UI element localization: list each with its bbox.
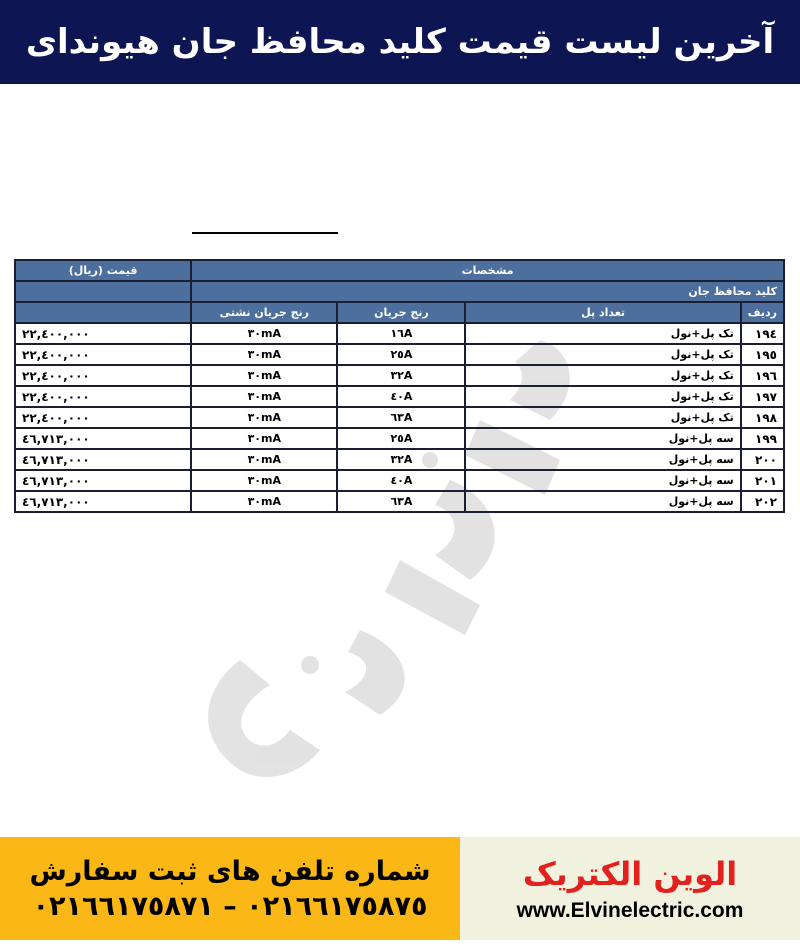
category-row <box>15 281 784 302</box>
cell-leak-current: ٣٠mA <box>191 491 337 512</box>
cell-current: ٤٠A <box>337 470 465 491</box>
category-label: کلید محافظ جان <box>191 281 784 302</box>
cell-current: ٢٥A <box>337 428 465 449</box>
col-price-header <box>15 302 191 323</box>
cell-price: ٢٢,٤٠٠,٠٠٠ <box>15 407 191 428</box>
cell-leak-current: ٣٠mA <box>191 428 337 449</box>
cell-leak-current: ٣٠mA <box>191 407 337 428</box>
brand-name: الوین الکتریک <box>522 854 738 893</box>
cell-price: ٢٢,٤٠٠,٠٠٠ <box>15 344 191 365</box>
table-row <box>15 323 784 344</box>
cell-row-number: ۲۰۰ <box>741 449 784 470</box>
cell-current: ٣٢A <box>337 449 465 470</box>
cell-poles: سه پل+نول <box>465 449 740 470</box>
col-row-header: ردیف <box>741 302 784 323</box>
cell-price: ٢٢,٤٠٠,٠٠٠ <box>15 323 191 344</box>
table-row <box>15 344 784 365</box>
table-header-row <box>15 260 784 281</box>
price-table <box>14 259 785 513</box>
table-row <box>15 386 784 407</box>
cell-poles: تک پل+نول <box>465 344 740 365</box>
cell-current: ٢٥A <box>337 344 465 365</box>
cell-poles: تک پل+نول <box>465 365 740 386</box>
col-leak-header: رنج جریان نشتی <box>191 302 337 323</box>
phone-title: شماره تلفن های ثبت سفارش <box>29 855 431 887</box>
cell-price: ٢٢,٤٠٠,٠٠٠ <box>15 386 191 407</box>
cell-row-number: ۱۹۸ <box>741 407 784 428</box>
cell-current: ٦٣A <box>337 407 465 428</box>
cell-poles: تک پل+نول <box>465 386 740 407</box>
cell-row-number: ۱۹۹ <box>741 428 784 449</box>
cell-current: ١٦A <box>337 323 465 344</box>
brand-panel <box>460 837 800 940</box>
table-row <box>15 365 784 386</box>
cell-row-number: ۱۹۷ <box>741 386 784 407</box>
title-banner <box>0 0 800 84</box>
cell-price: ٤٦,٧١٣,٠٠٠ <box>15 470 191 491</box>
table-row <box>15 428 784 449</box>
cell-price: ٤٦,٧١٣,٠٠٠ <box>15 491 191 512</box>
cell-leak-current: ٣٠mA <box>191 344 337 365</box>
cell-price: ٤٦,٧١٣,٠٠٠ <box>15 449 191 470</box>
col-poles-header: تعداد پل <box>465 302 740 323</box>
website-link[interactable]: www.Elvinelectric.com <box>516 898 744 922</box>
cell-current: ٦٣A <box>337 491 465 512</box>
table-row <box>15 470 784 491</box>
order-phones-panel <box>0 837 460 940</box>
cell-poles: تک پل+نول <box>465 407 740 428</box>
cell-price: ٤٦,٧١٣,٠٠٠ <box>15 428 191 449</box>
cell-row-number: ۱۹٤ <box>741 323 784 344</box>
table-body <box>15 323 784 512</box>
table-row <box>15 449 784 470</box>
page-title: آخرین لیست قیمت کلید محافظ جان هیوندای <box>25 22 775 62</box>
cell-price: ٢٢,٤٠٠,٠٠٠ <box>15 365 191 386</box>
cell-poles: سه پل+نول <box>465 470 740 491</box>
cell-leak-current: ٣٠mA <box>191 470 337 491</box>
cell-leak-current: ٣٠mA <box>191 365 337 386</box>
cell-row-number: ۲۰۲ <box>741 491 784 512</box>
cell-poles: تک پل+نول <box>465 323 740 344</box>
category-price-cell <box>15 281 191 302</box>
column-header-row <box>15 302 784 323</box>
cell-row-number: ۱۹٦ <box>741 365 784 386</box>
divider-line <box>192 232 338 234</box>
cell-current: ٤٠A <box>337 386 465 407</box>
cell-leak-current: ٣٠mA <box>191 386 337 407</box>
cell-poles: سه پل+نول <box>465 428 740 449</box>
specs-header: مشخصات <box>191 260 784 281</box>
cell-row-number: ۲۰۱ <box>741 470 784 491</box>
cell-leak-current: ٣٠mA <box>191 449 337 470</box>
cell-current: ٣٢A <box>337 365 465 386</box>
cell-row-number: ۱۹٥ <box>741 344 784 365</box>
col-current-header: رنج جریان <box>337 302 465 323</box>
table-row <box>15 407 784 428</box>
cell-leak-current: ٣٠mA <box>191 323 337 344</box>
cell-poles: سه پل+نول <box>465 491 740 512</box>
price-header: قیمت (ریال) <box>15 260 191 281</box>
phone-numbers: ٠٢١٦٦١٧٥٨٧٥ – ٠٢١٦٦١٧٥٨٧١ <box>32 890 428 922</box>
table-row <box>15 491 784 512</box>
